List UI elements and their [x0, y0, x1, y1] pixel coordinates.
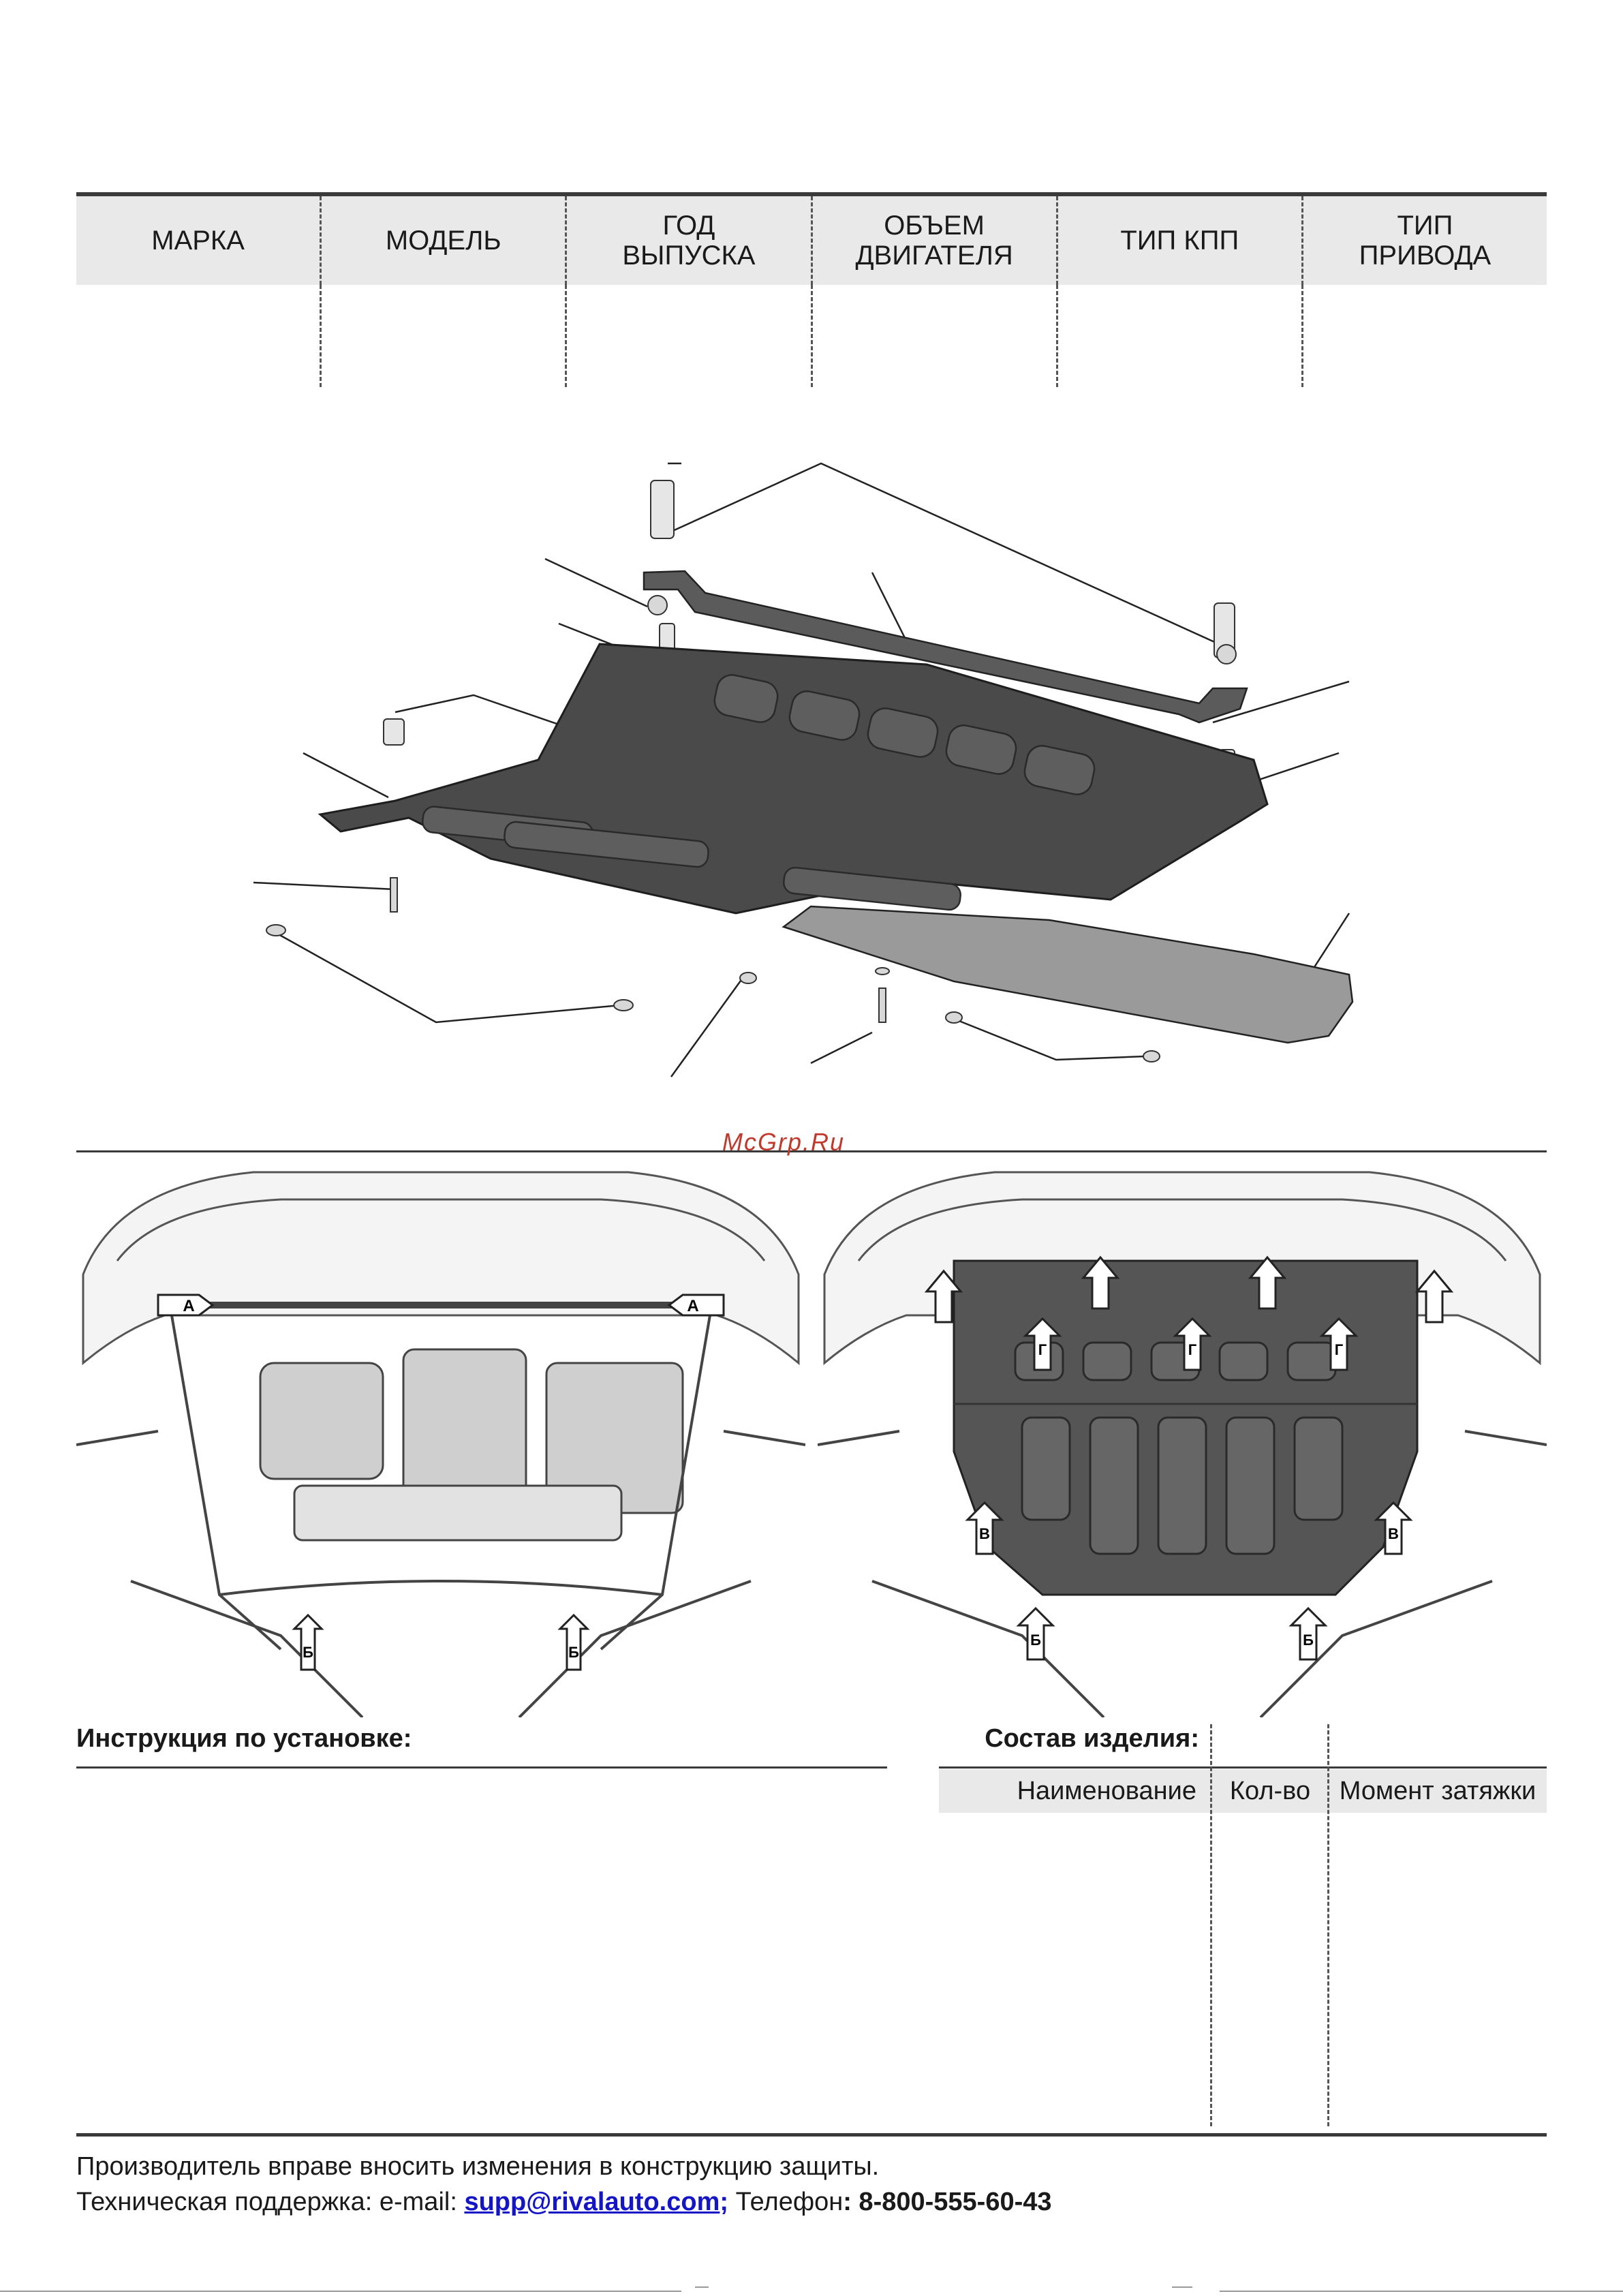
- marker-a-left: [158, 1295, 213, 1315]
- marker-label: Г: [1188, 1341, 1197, 1358]
- mounting-view-after: [818, 1159, 1547, 1717]
- installation-instructions-title: Инструкция по установке:: [76, 1724, 412, 1753]
- composition-header-row: [939, 1769, 1547, 1813]
- marker-label: Б: [1030, 1632, 1041, 1649]
- marker-label: Б: [568, 1644, 579, 1661]
- support-email-link[interactable]: supp@rivalauto.com: [464, 2188, 720, 2216]
- header-engine-volume: ОБЪЕМ ДВИГАТЕЛЯ: [811, 196, 1056, 285]
- page-crop-marks: [0, 2283, 1623, 2296]
- marker-label: Г: [1334, 1341, 1344, 1358]
- support-line: [76, 2188, 1052, 2217]
- exploded-parts-drawing: [218, 450, 1376, 1090]
- value-drive-type: [1301, 285, 1547, 387]
- column-torque: Момент затяжки: [1339, 1776, 1536, 1805]
- marker-label: Г: [1038, 1341, 1047, 1358]
- column-divider: [1327, 1724, 1329, 2126]
- product-composition-title: Состав изделия:: [985, 1724, 1199, 1753]
- header-drive-type: ТИП ПРИВОДА: [1301, 196, 1547, 285]
- support-label: Техническая поддержка: e-mail:: [76, 2188, 465, 2216]
- column-name: Наименование: [1017, 1776, 1196, 1805]
- marker-label: Б: [303, 1644, 313, 1661]
- phone-number: : 8-800-555-60-43: [843, 2188, 1052, 2216]
- value-year: [565, 285, 810, 387]
- header-gearbox-type: ТИП КПП: [1056, 196, 1301, 285]
- header-year: ГОД ВЫПУСКА: [565, 196, 810, 285]
- marker-label: А: [687, 1297, 699, 1315]
- skid-plate-extension: [784, 906, 1352, 1043]
- mounting-view-before: [76, 1159, 805, 1717]
- marker-label: Б: [1303, 1632, 1314, 1649]
- phone-label: Телефон: [728, 2188, 844, 2216]
- watermark: McGrp.Ru: [722, 1128, 846, 1156]
- header-brand: МАРКА: [151, 226, 245, 256]
- marker-label: А: [183, 1297, 195, 1315]
- footer-rule: [76, 2133, 1547, 2137]
- marker-a-right: [669, 1295, 724, 1315]
- composition-rule: [939, 1766, 1547, 1769]
- header-model: МОДЕЛЬ: [320, 196, 565, 285]
- vehicle-spec-table: [76, 192, 1547, 387]
- spec-header-row: [76, 196, 1547, 285]
- value-engine-volume: [811, 285, 1056, 387]
- change-notice: Производитель вправе вносить изменения в конструкцию защиты.: [76, 2152, 880, 2181]
- value-brand: [76, 285, 320, 387]
- value-gearbox-type: [1056, 285, 1301, 387]
- marker-label: В: [979, 1525, 990, 1542]
- column-quantity: Кол-во: [1229, 1776, 1311, 1805]
- value-model: [320, 285, 565, 387]
- spec-value-row: [76, 285, 1547, 387]
- column-divider: [1210, 1724, 1212, 2126]
- email-separator: ;: [720, 2188, 729, 2216]
- instructions-rule: [76, 1766, 887, 1769]
- marker-label: В: [1388, 1525, 1399, 1542]
